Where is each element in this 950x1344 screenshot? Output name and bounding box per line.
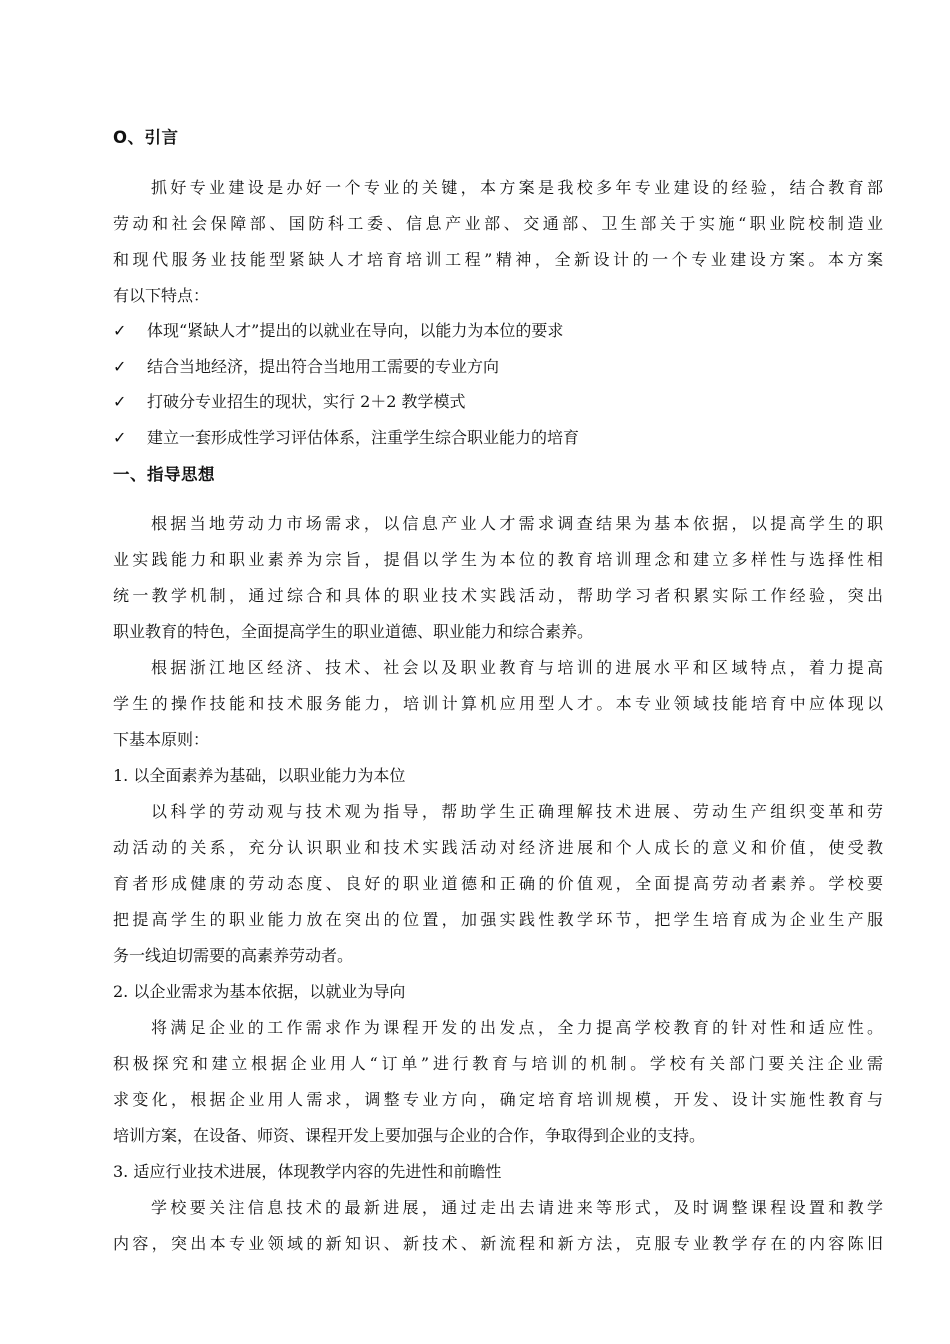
guide-line: 下基本原则： [113, 730, 210, 749]
check-icon: ✓ [113, 357, 127, 376]
check-icon: ✓ [113, 428, 127, 447]
feature-item [113, 354, 499, 377]
principle-line: 内容，突出本专业领域的新知识、新技术、新流程和新方法，克服专业教学存在的内容陈旧 [113, 1234, 883, 1253]
guide-line: 学生的操作技能和技术服务能力，培训计算机应用型人才。本专业领域技能培育中应体现以 [113, 694, 883, 713]
principle-line: 动活动的关系，充分认识职业和技术实践活动对经济进展和个人成长的意义和价值，使受教 [113, 838, 883, 857]
principle-line: 务一线迫切需要的高素养劳动者。 [113, 946, 354, 965]
principle-line: 以科学的劳动观与技术观为指导，帮助学生正确理解技术进展、劳动生产组织变革和劳 [151, 802, 883, 821]
principle-title: 1. 以全面素养为基础，以职业能力为本位 [113, 766, 406, 785]
principle-line: 培训方案，在设备、师资、课程开发上要加强与企业的合作，争取得到企业的支持。 [113, 1126, 706, 1145]
check-icon: ✓ [113, 392, 127, 411]
feature-text: 体现“紧缺人才”提出的以就业在导向，以能力为本位的要求 [147, 321, 564, 340]
principle-line: 积极探究和建立根据企业用人“订单”进行教育与培训的机制。学校有关部门要关注企业需 [113, 1054, 883, 1073]
intro-heading: O、引言 [113, 128, 179, 147]
intro-line: 有以下特点： [113, 286, 210, 305]
principle-line: 把提高学生的职业能力放在突出的位置，加强实践性教学环节，把学生培育成为企业生产服 [113, 910, 883, 929]
feature-item [113, 389, 466, 412]
guide-heading: 一、指导思想 [113, 465, 215, 484]
guide-line: 业实践能力和职业素养为宗旨，提倡以学生为本位的教育培训理念和建立多样性与选择性相 [113, 550, 883, 569]
guide-line: 统一教学机制，通过综合和具体的职业技术实践活动，帮助学习者积累实际工作经验，突出 [113, 586, 883, 605]
guide-line: 职业教育的特色，全面提高学生的职业道德、职业能力和综合素养。 [113, 622, 594, 641]
feature-item [113, 425, 579, 448]
principle-line: 学校要关注信息技术的最新进展，通过走出去请进来等形式，及时调整课程设置和教学 [151, 1198, 883, 1217]
guide-line: 根据当地劳动力市场需求，以信息产业人才需求调查结果为基本依据，以提高学生的职 [151, 514, 883, 533]
intro-line: 抓好专业建设是办好一个专业的关键，本方案是我校多年专业建设的经验，结合教育部 [151, 178, 883, 197]
guide-line: 根据浙江地区经济、技术、社会以及职业教育与培训的进展水平和区域特点，着力提高 [151, 658, 883, 677]
feature-item [113, 318, 563, 341]
principle-line: 求变化，根据企业用人需求，调整专业方向，确定培育培训规模，开发、设计实施性教育与 [113, 1090, 883, 1109]
intro-line: 和现代服务业技能型紧缺人才培育培训工程”精神，全新设计的一个专业建设方案。本方案 [113, 250, 883, 269]
principle-title: 3. 适应行业技术进展，体现教学内容的先进性和前瞻性 [113, 1162, 502, 1181]
principle-line: 将满足企业的工作需求作为课程开发的出发点，全力提高学校教育的针对性和适应性。 [151, 1018, 883, 1037]
principle-title: 2. 以企业需求为基本依据，以就业为导向 [113, 982, 406, 1001]
feature-text: 结合当地经济，提出符合当地用工需要的专业方向 [147, 357, 500, 376]
principle-line: 育者形成健康的劳动态度、良好的职业道德和正确的价值观，全面提高劳动者素养。学校要 [113, 874, 883, 893]
check-icon: ✓ [113, 321, 127, 340]
feature-text: 打破分专业招生的现状，实行 2＋2 教学模式 [147, 392, 466, 411]
intro-line: 劳动和社会保障部、国防科工委、信息产业部、交通部、卫生部关于实施“职业院校制造业 [113, 214, 883, 233]
feature-text: 建立一套形成性学习评估体系，注重学生综合职业能力的培育 [147, 428, 580, 447]
